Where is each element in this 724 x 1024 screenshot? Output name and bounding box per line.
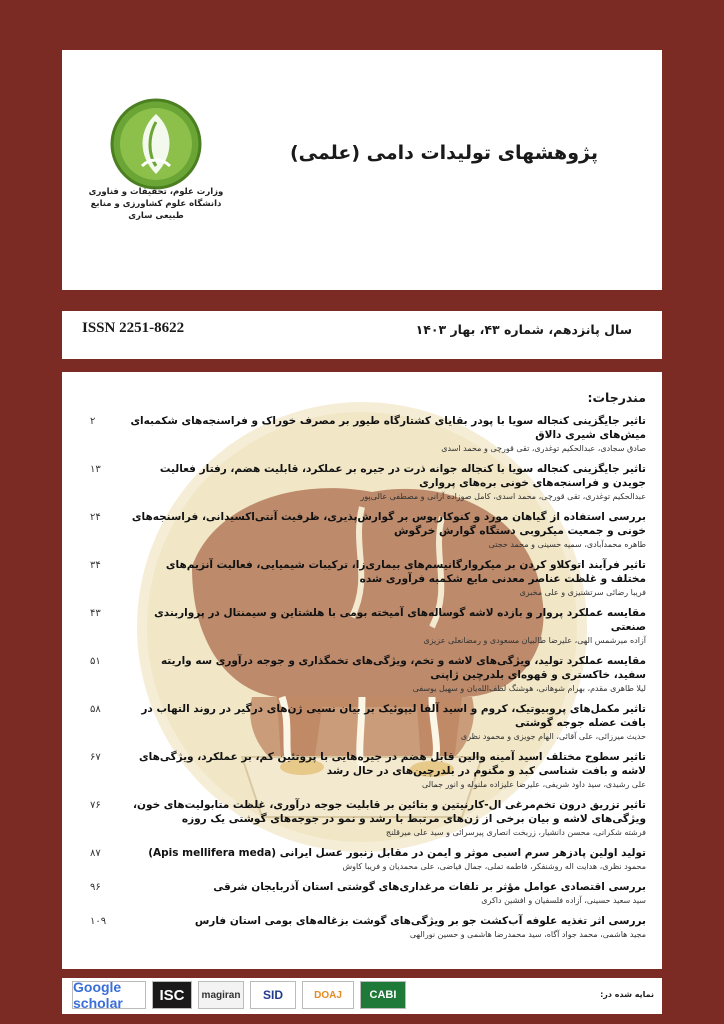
toc-page-number: ۵۸: [90, 704, 101, 715]
toc-page-number: ۷۶: [90, 800, 101, 811]
toc-entry[interactable]: [82, 750, 646, 791]
toc-entry[interactable]: [82, 414, 646, 455]
toc-authors: طاهره محمدآبادی، سمیه حسینی و محمد حجتی: [488, 540, 646, 549]
toc-article-title: بررسی استفاده از گیاهان مورد و کنوکارپوس بر گوارش‌پذیری، ظرفیت آنتی‌اکسیدانی، فراسنجه‌های خونی و جمعیت میکروبی دستگاه گوارش خرگوش: [131, 511, 646, 537]
toc-authors: آزاده میرشمس الهی، علیرضا طالبیان مسعودی و رمضانعلی عزیزی: [423, 636, 646, 645]
toc-entry[interactable]: [82, 654, 646, 695]
sid-logo[interactable]: SID: [250, 981, 296, 1009]
toc-article-title: تاثیر مکمل‌های پروبیوتیک، کروم و اسید آلفا لیپوئیک بر بیان نسبی ژن‌های درگیر در روند التهاب در بافت عضله جوجه گوشتی: [141, 703, 646, 729]
issn-label: ISSN 2251-8622: [82, 320, 185, 336]
toc-authors: صادق سجادی، عبدالحکیم توغدری، تقی قورچی و محمد اسدی: [441, 444, 646, 453]
toc-page-number: ۴۳: [90, 608, 101, 619]
toc-article-title: مقایسه عملکرد تولید، ویژگی‌های لاشه و تخم، ویژگی‌های تخمگذاری و جوجه درآوری سه واریته سفید، خاکستری و قهوه‌ای بلدرچین ژاپنی: [160, 655, 646, 681]
toc-article-title: تاثیر فرآیند اتوکلاو کردن بر میکروارگانیسم‌های بیماری‌زا، ترکیبات شیمیایی، فعالیت آنزیم‌های مختلف و غلظت عناصر معدنی مایع شکمبه فرآوری شده: [165, 559, 646, 585]
toc-heading: مندرجات:: [587, 390, 646, 405]
toc-page-number: ۳۴: [90, 560, 101, 571]
toc-authors: مجید هاشمی، محمد جواد آگاه، سید محمدرضا هاشمی و حسین نورالهی: [409, 930, 646, 939]
cabi-logo[interactable]: CABI: [360, 981, 406, 1009]
toc-page-number: ۵۱: [90, 656, 101, 667]
toc-page-number: ۶۷: [90, 752, 101, 763]
toc-page-number: ۸۷: [90, 848, 101, 859]
toc-page-number: ۹۶: [90, 882, 101, 893]
toc-article-title: تولید اولین پادزهر سرم اسبی موثر و ایمن در مقابل زنبور عسل ایرانی (Apis mellifera meda): [148, 847, 646, 859]
toc-list: [82, 414, 646, 948]
toc-panel: [62, 372, 662, 969]
toc-article-title: تاثیر جایگزینی کنجاله سویا با پودر بقایای کشتارگاه طیور بر مصرف خوراک و فراسنجه‌های شکمبه‌ای میش‌های شیری دالاق: [130, 415, 646, 441]
toc-page-number: ۲۴: [90, 512, 101, 523]
toc-authors: فرشته شکرانی، محسن دانشیار، زربخت انصاری پیرسرائی و سید علی میرقلنج: [385, 828, 646, 837]
toc-page-number: ۱۳: [90, 464, 101, 475]
toc-article-title: تاثیر سطوح مختلف اسید آمینه والین قابل هضم در جیره‌هایی با پروتئین کم، بر عملکرد، ویژگی‌های لاشه و بافت شناسی کبد و مگنوم در بلدرچین‌های در حال رشد: [139, 751, 646, 777]
toc-article-title: تاثیر جایگزینی کنجاله سویا با کنجاله جوانه ذرت در جیره بر عملکرد، قابلیت هضم، رفتار فعالیت جویدن و فراسنجه‌های خونی بره‌های پرواری: [159, 463, 646, 489]
isc-logo[interactable]: ISC: [152, 981, 192, 1009]
ministry-line-1: وزارت علوم، تحقیقات و فناوری: [88, 187, 224, 197]
toc-page-number: ۱۰۹: [90, 916, 107, 927]
indexing-logos: [72, 981, 406, 1009]
issue-info: سال پانزدهم، شماره ۴۳، بهار ۱۴۰۳: [415, 322, 632, 337]
toc-entry[interactable]: [82, 914, 646, 941]
toc-authors: علی رشیدی، سید داود شریفی، علیرضا علیزاده ملنوله و انور جمالی: [421, 780, 646, 789]
toc-article-title: بررسی اثر تغذیه علوفه آب‌کشت جو بر ویژگی‌های گوشت بزغاله‌های بومی استان فارس: [194, 915, 646, 927]
toc-authors: حدیث میرزائی، علی آقائی، الهام جویزی و محمود نظری: [460, 732, 646, 741]
google-scholar-logo[interactable]: Google scholar: [72, 981, 146, 1009]
toc-entry[interactable]: [82, 606, 646, 647]
toc-authors: محمود نظری، هدایت اله روشنفکر، فاطمه تملی، جمال فیاضی، علی محمدیان و فریبا کاوش: [342, 862, 646, 871]
toc-entry[interactable]: [82, 510, 646, 551]
toc-entry[interactable]: [82, 846, 646, 873]
toc-entry[interactable]: [82, 702, 646, 743]
toc-authors: عبدالحکیم توغدری، تقی قورچی، محمد اسدی، کامل صوزاده آزانی و مصطفی عالی‌پور: [360, 492, 646, 501]
indexed-in-label: نمایه شده در:: [600, 990, 654, 999]
toc-entry[interactable]: [82, 558, 646, 599]
doaj-logo[interactable]: DOAJ: [302, 981, 354, 1009]
magiran-logo[interactable]: magiran: [198, 981, 244, 1009]
toc-page-number: ۲: [90, 416, 96, 427]
university-logo: [108, 96, 204, 192]
toc-entry[interactable]: [82, 462, 646, 503]
toc-authors: لیلا طاهری مقدم، بهرام شوهانی، هوشنگ لطف‌الله‌یان و سهیل یوسفی: [412, 684, 646, 693]
university-line: دانشگاه علوم کشاورزی و منابع طبیعی ساری: [90, 199, 222, 221]
toc-entry[interactable]: [82, 798, 646, 839]
ministry-caption: [76, 186, 236, 222]
journal-title: پژوهشهای تولیدات دامی (علمی): [289, 142, 598, 164]
toc-entry[interactable]: [82, 880, 646, 907]
toc-authors: فریبا رضائی سرتشنیزی و علی مخبری: [519, 588, 646, 597]
toc-article-title: بررسی اقتصادی عوامل مؤثر بر تلفات مرغداری‌های گوشتی استان آذربایجان شرقی: [213, 881, 646, 893]
toc-authors: سید سعید حسینی، آزاده فلسفیان و افشین داکری: [481, 896, 646, 905]
toc-article-title: تاثیر تزریق درون تخم‌مرغی ال-کارنیتین و بتائین بر قابلیت جوجه درآوری، غلظت متابولیت‌های خون، ویژگی‌های لاشه و بیان برخی از ژن‌های مرتبط با رشد و نمو در جوجه‌های گوشتی یک روزه: [133, 799, 646, 825]
toc-article-title: مقایسه عملکرد پروار و بازده لاشه گوساله‌های آمیخته بومی با هلشتاین و سیمنتال در پرواربندی صنعتی: [154, 607, 646, 633]
